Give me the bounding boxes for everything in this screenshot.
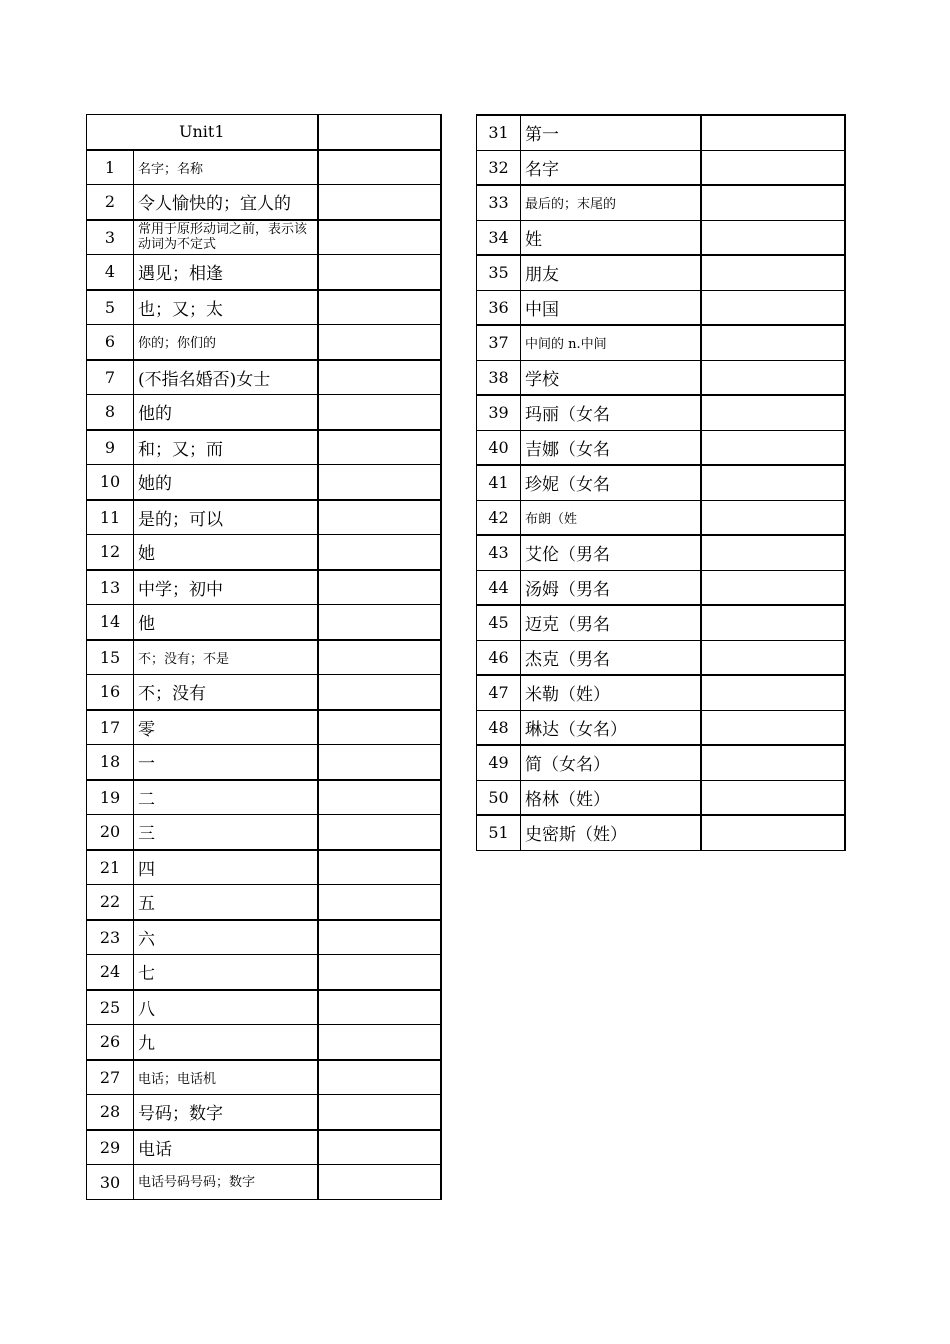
item-number: 30 <box>87 1165 134 1200</box>
answer-cell[interactable] <box>701 220 845 255</box>
item-meaning: 迈克（男名 <box>521 605 701 640</box>
table-row <box>477 500 845 535</box>
answer-cell[interactable] <box>701 465 845 500</box>
item-meaning: 她 <box>134 535 318 570</box>
table-row <box>87 1165 441 1200</box>
table-row <box>87 1130 441 1165</box>
item-meaning: 玛丽（女名 <box>521 395 701 430</box>
table-row <box>87 150 441 185</box>
item-meaning: 不；没有 <box>134 675 318 710</box>
answer-cell[interactable] <box>701 640 845 675</box>
unit-title: Unit1 <box>87 115 318 150</box>
table-row <box>87 1025 441 1060</box>
table-row <box>87 675 441 710</box>
table-row <box>477 255 845 290</box>
table-row <box>87 780 441 815</box>
item-meaning: 最后的；末尾的 <box>521 185 701 220</box>
item-number: 50 <box>477 780 521 815</box>
item-number: 4 <box>87 255 134 290</box>
answer-cell[interactable] <box>318 990 441 1025</box>
item-meaning: 五 <box>134 885 318 920</box>
table-row <box>477 395 845 430</box>
answer-cell[interactable] <box>701 360 845 395</box>
table-row <box>87 395 441 430</box>
item-number: 42 <box>477 500 521 535</box>
table-row <box>87 325 441 360</box>
answer-cell[interactable] <box>701 605 845 640</box>
item-number: 28 <box>87 1095 134 1130</box>
table-row <box>477 185 845 220</box>
table-row <box>87 640 441 675</box>
item-number: 3 <box>87 220 134 255</box>
answer-cell[interactable] <box>318 150 441 185</box>
answer-cell[interactable] <box>701 290 845 325</box>
item-meaning: 米勒（姓） <box>521 675 701 710</box>
answer-cell[interactable] <box>318 500 441 535</box>
answer-cell[interactable] <box>701 815 845 850</box>
item-meaning: 布朗（姓 <box>521 500 701 535</box>
table-row <box>477 150 845 185</box>
table-row <box>87 500 441 535</box>
item-meaning: 中国 <box>521 290 701 325</box>
table-row <box>87 920 441 955</box>
item-meaning: 电话 <box>134 1130 318 1165</box>
item-meaning: 吉娜（女名 <box>521 430 701 465</box>
item-number: 24 <box>87 955 134 990</box>
table-row <box>477 465 845 500</box>
table-row <box>87 850 441 885</box>
item-meaning: 他 <box>134 605 318 640</box>
item-number: 44 <box>477 570 521 605</box>
item-number: 47 <box>477 675 521 710</box>
answer-cell[interactable] <box>318 1095 441 1130</box>
answer-cell[interactable] <box>701 500 845 535</box>
answer-cell[interactable] <box>318 115 441 150</box>
item-number: 40 <box>477 430 521 465</box>
item-meaning: 电话；电话机 <box>134 1060 318 1095</box>
answer-cell[interactable] <box>318 710 441 745</box>
answer-cell[interactable] <box>701 395 845 430</box>
answer-cell[interactable] <box>318 780 441 815</box>
answer-cell[interactable] <box>318 675 441 710</box>
item-number: 49 <box>477 745 521 780</box>
item-meaning: 和；又；而 <box>134 430 318 465</box>
answer-cell[interactable] <box>701 710 845 745</box>
item-number: 25 <box>87 990 134 1025</box>
item-meaning: 学校 <box>521 360 701 395</box>
item-number: 41 <box>477 465 521 500</box>
item-number: 12 <box>87 535 134 570</box>
answer-cell[interactable] <box>701 570 845 605</box>
item-meaning: 一 <box>134 745 318 780</box>
item-number: 21 <box>87 850 134 885</box>
item-meaning: 七 <box>134 955 318 990</box>
item-meaning: 中间的 n.中间 <box>521 325 701 360</box>
answer-cell[interactable] <box>701 535 845 570</box>
item-meaning: 三 <box>134 815 318 850</box>
table-row <box>477 220 845 255</box>
item-number: 43 <box>477 535 521 570</box>
table-row <box>477 605 845 640</box>
item-meaning: 格林（姓） <box>521 780 701 815</box>
item-meaning: 令人愉快的；宜人的 <box>134 185 318 220</box>
item-number: 20 <box>87 815 134 850</box>
answer-cell[interactable] <box>701 675 845 710</box>
item-number: 26 <box>87 1025 134 1060</box>
table-row <box>87 570 441 605</box>
table-row <box>87 290 441 325</box>
item-meaning: 不；没有；不是 <box>134 640 318 675</box>
item-number: 39 <box>477 395 521 430</box>
table-row <box>477 570 845 605</box>
table-row <box>87 360 441 395</box>
table-row <box>87 255 441 290</box>
item-number: 34 <box>477 220 521 255</box>
item-meaning: 她的 <box>134 465 318 500</box>
item-meaning: 你的；你们的 <box>134 325 318 360</box>
answer-cell[interactable] <box>318 430 441 465</box>
item-number: 46 <box>477 640 521 675</box>
item-meaning: 他的 <box>134 395 318 430</box>
item-number: 37 <box>477 325 521 360</box>
item-meaning: 常用于原形动词之前，表示该动词为不定式 <box>134 220 318 255</box>
item-number: 15 <box>87 640 134 675</box>
table-row <box>87 955 441 990</box>
table-row <box>87 605 441 640</box>
table-row <box>87 185 441 220</box>
vocab-table-left <box>86 114 442 1200</box>
item-meaning: 也；又；太 <box>134 290 318 325</box>
item-number: 10 <box>87 465 134 500</box>
item-number: 9 <box>87 430 134 465</box>
item-meaning: (不指名婚否)女士 <box>134 360 318 395</box>
answer-cell[interactable] <box>318 1025 441 1060</box>
answer-cell[interactable] <box>701 115 845 150</box>
answer-cell[interactable] <box>318 570 441 605</box>
item-meaning: 朋友 <box>521 255 701 290</box>
table-row <box>87 885 441 920</box>
table-row <box>477 710 845 745</box>
item-meaning: 遇见；相逢 <box>134 255 318 290</box>
item-meaning: 零 <box>134 710 318 745</box>
answer-cell[interactable] <box>318 535 441 570</box>
item-number: 18 <box>87 745 134 780</box>
item-meaning: 艾伦（男名 <box>521 535 701 570</box>
answer-cell[interactable] <box>318 745 441 780</box>
answer-cell[interactable] <box>318 640 441 675</box>
item-meaning: 是的；可以 <box>134 500 318 535</box>
answer-cell[interactable] <box>318 325 441 360</box>
item-number: 2 <box>87 185 134 220</box>
answer-cell[interactable] <box>318 850 441 885</box>
answer-cell[interactable] <box>701 745 845 780</box>
item-meaning: 第一 <box>521 115 701 150</box>
item-number: 22 <box>87 885 134 920</box>
table-row <box>477 290 845 325</box>
item-meaning: 汤姆（男名 <box>521 570 701 605</box>
table-row <box>477 745 845 780</box>
table-row <box>87 990 441 1025</box>
table-row <box>477 535 845 570</box>
item-number: 23 <box>87 920 134 955</box>
item-meaning: 史密斯（姓） <box>521 815 701 850</box>
table-row <box>477 815 845 850</box>
answer-cell[interactable] <box>318 955 441 990</box>
answer-cell[interactable] <box>318 815 441 850</box>
table-row <box>477 640 845 675</box>
table-row <box>87 535 441 570</box>
answer-cell[interactable] <box>318 220 441 255</box>
item-number: 13 <box>87 570 134 605</box>
answer-cell[interactable] <box>318 395 441 430</box>
table-row <box>477 430 845 465</box>
answer-cell[interactable] <box>701 325 845 360</box>
item-meaning: 电话号码号码；数字 <box>134 1165 318 1200</box>
item-number: 16 <box>87 675 134 710</box>
item-meaning: 六 <box>134 920 318 955</box>
table-row <box>477 115 845 150</box>
answer-cell[interactable] <box>318 1165 441 1200</box>
item-meaning: 九 <box>134 1025 318 1060</box>
table-row <box>87 1095 441 1130</box>
item-number: 36 <box>477 290 521 325</box>
answer-cell[interactable] <box>318 1060 441 1095</box>
table-row <box>87 710 441 745</box>
item-number: 8 <box>87 395 134 430</box>
item-number: 29 <box>87 1130 134 1165</box>
item-number: 1 <box>87 150 134 185</box>
table-row <box>87 745 441 780</box>
table-row <box>477 675 845 710</box>
item-number: 32 <box>477 150 521 185</box>
item-number: 6 <box>87 325 134 360</box>
table-row <box>87 465 441 500</box>
item-number: 38 <box>477 360 521 395</box>
item-number: 19 <box>87 780 134 815</box>
item-number: 27 <box>87 1060 134 1095</box>
item-meaning: 姓 <box>521 220 701 255</box>
answer-cell[interactable] <box>318 255 441 290</box>
table-row <box>87 1060 441 1095</box>
answer-cell[interactable] <box>701 185 845 220</box>
answer-cell[interactable] <box>318 360 441 395</box>
item-number: 35 <box>477 255 521 290</box>
item-number: 5 <box>87 290 134 325</box>
item-meaning: 二 <box>134 780 318 815</box>
item-number: 31 <box>477 115 521 150</box>
table-row <box>87 220 441 255</box>
table-row <box>87 430 441 465</box>
table-row <box>477 780 845 815</box>
item-meaning: 八 <box>134 990 318 1025</box>
answer-cell[interactable] <box>318 185 441 220</box>
answer-cell[interactable] <box>701 430 845 465</box>
item-meaning: 四 <box>134 850 318 885</box>
answer-cell[interactable] <box>701 150 845 185</box>
item-number: 48 <box>477 710 521 745</box>
item-number: 14 <box>87 605 134 640</box>
header-row <box>87 115 441 150</box>
item-number: 7 <box>87 360 134 395</box>
item-number: 33 <box>477 185 521 220</box>
answer-cell[interactable] <box>318 885 441 920</box>
item-meaning: 名字 <box>521 150 701 185</box>
answer-cell[interactable] <box>318 465 441 500</box>
answer-cell[interactable] <box>701 255 845 290</box>
table-row <box>477 325 845 360</box>
item-meaning: 名字；名称 <box>134 150 318 185</box>
item-number: 51 <box>477 815 521 850</box>
answer-cell[interactable] <box>318 920 441 955</box>
table-row <box>87 815 441 850</box>
item-meaning: 简（女名） <box>521 745 701 780</box>
answer-cell[interactable] <box>318 1130 441 1165</box>
item-number: 11 <box>87 500 134 535</box>
item-number: 45 <box>477 605 521 640</box>
item-number: 17 <box>87 710 134 745</box>
answer-cell[interactable] <box>318 605 441 640</box>
table-row <box>477 360 845 395</box>
item-meaning: 珍妮（女名 <box>521 465 701 500</box>
item-meaning: 琳达（女名） <box>521 710 701 745</box>
item-meaning: 号码；数字 <box>134 1095 318 1130</box>
vocab-table-right <box>476 114 846 851</box>
item-meaning: 杰克（男名 <box>521 640 701 675</box>
answer-cell[interactable] <box>701 780 845 815</box>
item-meaning: 中学；初中 <box>134 570 318 605</box>
answer-cell[interactable] <box>318 290 441 325</box>
